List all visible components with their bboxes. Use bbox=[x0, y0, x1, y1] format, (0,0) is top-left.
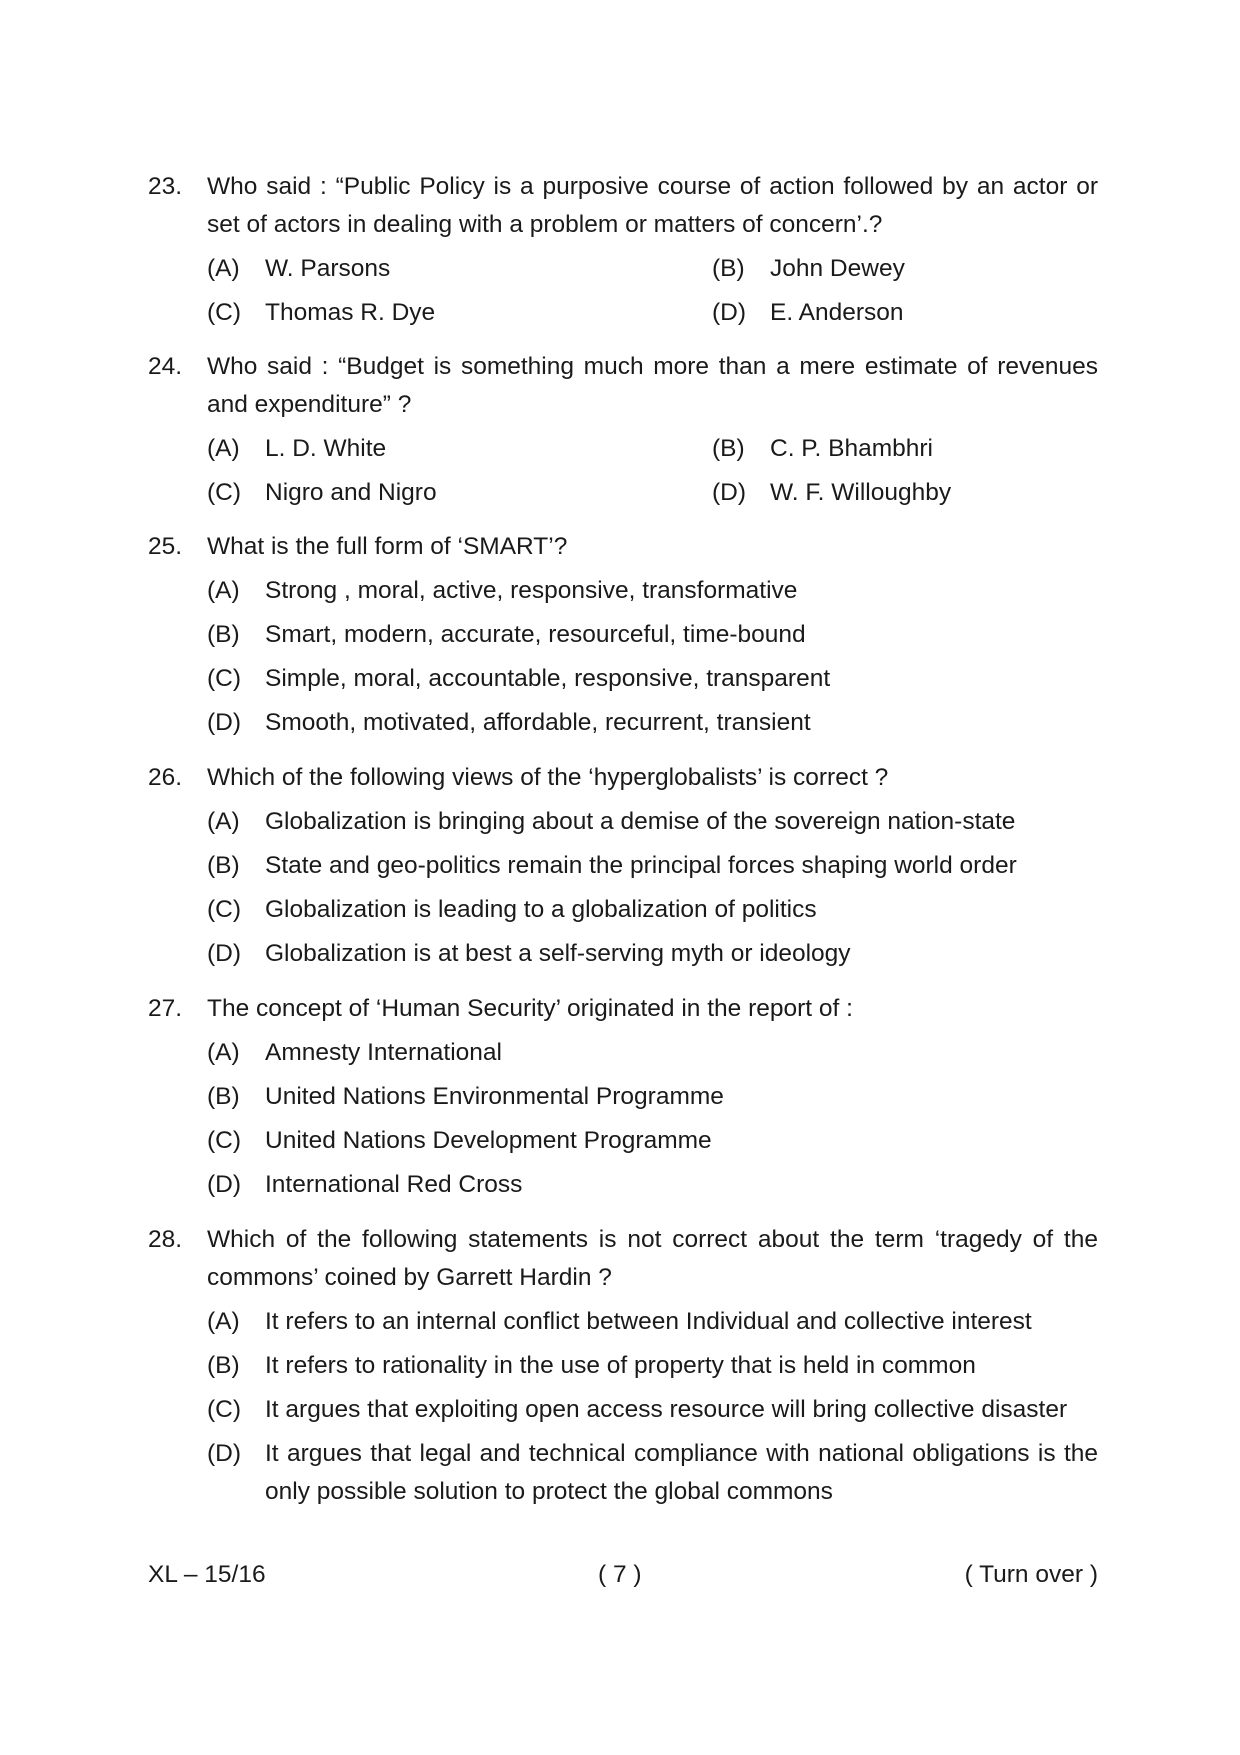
option-text: It argues that legal and technical compliance with national obligations is the only possible solution to protect the global commons bbox=[265, 1440, 1098, 1505]
option-letter: (B) bbox=[207, 621, 240, 648]
options bbox=[207, 1034, 1098, 1204]
option-c bbox=[207, 294, 712, 332]
option-letter: (C) bbox=[207, 1396, 242, 1423]
option-a bbox=[207, 803, 1098, 841]
option-text: International Red Cross bbox=[265, 1171, 523, 1198]
question-text: Which of the following views of the ‘hyperglobalists’ is correct ? bbox=[207, 764, 889, 791]
option-letter: (A) bbox=[207, 808, 240, 835]
option-b bbox=[207, 1078, 1098, 1116]
option-d bbox=[207, 704, 1098, 742]
option-a bbox=[207, 250, 712, 288]
option-letter: (C) bbox=[207, 896, 242, 923]
option-b bbox=[712, 250, 1092, 288]
option-text: It argues that exploiting open access resource will bring collective disaster bbox=[265, 1396, 1068, 1423]
question-number: 26. bbox=[148, 764, 183, 791]
option-a bbox=[207, 430, 712, 468]
option-c bbox=[207, 1391, 1098, 1429]
options bbox=[207, 250, 1098, 332]
option-text: Thomas R. Dye bbox=[265, 299, 436, 326]
option-letter: (C) bbox=[207, 665, 242, 692]
option-text: United Nations Environmental Programme bbox=[265, 1083, 724, 1110]
option-b bbox=[712, 430, 1092, 468]
option-a bbox=[207, 1303, 1098, 1341]
option-text: State and geo-politics remain the principal forces shaping world order bbox=[265, 852, 1017, 879]
option-letter: (D) bbox=[207, 1171, 242, 1198]
question-text: Who said : “Budget is something much more than a mere estimate of revenues and expenditure” ? bbox=[207, 353, 1098, 418]
option-text: C. P. Bhambhri bbox=[770, 435, 933, 462]
question-number: 24. bbox=[148, 353, 183, 380]
option-letter: (A) bbox=[207, 1308, 240, 1335]
option-text: Globalization is bringing about a demise of the sovereign nation-state bbox=[265, 808, 1016, 835]
options bbox=[207, 803, 1098, 973]
option-c bbox=[207, 891, 1098, 929]
option-letter: (C) bbox=[207, 479, 242, 506]
question-28 bbox=[148, 1221, 1098, 1517]
question-27 bbox=[148, 990, 1098, 1210]
option-letter: (B) bbox=[207, 1352, 240, 1379]
option-d bbox=[207, 1435, 1098, 1511]
option-text: L. D. White bbox=[265, 435, 387, 462]
option-letter: (A) bbox=[207, 435, 240, 462]
question-text: Which of the following statements is not correct about the term ‘tragedy of the commons’ coined by Garrett Hardin ? bbox=[207, 1226, 1098, 1291]
option-b bbox=[207, 1347, 1098, 1385]
question-number: 23. bbox=[148, 173, 183, 200]
option-letter: (B) bbox=[207, 852, 240, 879]
option-d bbox=[712, 474, 1092, 512]
question-text: The concept of ‘Human Security’ originated in the report of : bbox=[207, 995, 853, 1022]
option-text: Globalization is leading to a globalization of politics bbox=[265, 896, 817, 923]
option-letter: (B) bbox=[712, 255, 745, 282]
option-letter: (D) bbox=[207, 709, 242, 736]
option-a bbox=[207, 1034, 1098, 1072]
option-a bbox=[207, 572, 1098, 610]
question-24 bbox=[148, 348, 1098, 512]
turn-over-note: ( Turn over ) bbox=[964, 1561, 1098, 1588]
option-c bbox=[207, 474, 712, 512]
option-letter: (B) bbox=[207, 1083, 240, 1110]
option-letter: (B) bbox=[712, 435, 745, 462]
option-text: John Dewey bbox=[770, 255, 905, 282]
question-number: 25. bbox=[148, 533, 183, 560]
options bbox=[207, 430, 1098, 512]
option-text: It refers to rationality in the use of property that is held in common bbox=[265, 1352, 976, 1379]
option-text: Smart, modern, accurate, resourceful, time-bound bbox=[265, 621, 806, 648]
page-footer bbox=[148, 1556, 1098, 1596]
option-letter: (C) bbox=[207, 299, 242, 326]
option-text: Simple, moral, accountable, responsive, transparent bbox=[265, 665, 831, 692]
option-letter: (D) bbox=[207, 1440, 242, 1467]
option-c bbox=[207, 1122, 1098, 1160]
option-b bbox=[207, 616, 1098, 654]
option-text: Globalization is at best a self-serving myth or ideology bbox=[265, 940, 851, 967]
question-number: 27. bbox=[148, 995, 183, 1022]
option-text: Smooth, motivated, affordable, recurrent, transient bbox=[265, 709, 811, 736]
paper-code: XL – 15/16 bbox=[148, 1561, 266, 1588]
option-d bbox=[207, 935, 1098, 973]
question-23 bbox=[148, 168, 1098, 332]
option-letter: (D) bbox=[207, 940, 242, 967]
option-text: Strong , moral, active, responsive, transformative bbox=[265, 577, 798, 604]
option-letter: (C) bbox=[207, 1127, 242, 1154]
option-letter: (D) bbox=[712, 479, 747, 506]
options bbox=[207, 572, 1098, 742]
question-25 bbox=[148, 528, 1098, 748]
question-number: 28. bbox=[148, 1226, 183, 1253]
option-text: W. Parsons bbox=[265, 255, 391, 282]
question-text: What is the full form of ‘SMART’? bbox=[207, 533, 568, 560]
option-letter: (A) bbox=[207, 577, 240, 604]
options bbox=[207, 1303, 1098, 1511]
option-text: United Nations Development Programme bbox=[265, 1127, 712, 1154]
option-letter: (A) bbox=[207, 255, 240, 282]
question-26 bbox=[148, 759, 1098, 979]
option-text: W. F. Willoughby bbox=[770, 479, 952, 506]
option-letter: (D) bbox=[712, 299, 747, 326]
page-number: ( 7 ) bbox=[598, 1561, 642, 1588]
option-c bbox=[207, 660, 1098, 698]
option-text: E. Anderson bbox=[770, 299, 904, 326]
option-text: It refers to an internal conflict between Individual and collective interest bbox=[265, 1308, 1032, 1335]
option-text: Amnesty International bbox=[265, 1039, 502, 1066]
option-b bbox=[207, 847, 1098, 885]
question-text: Who said : “Public Policy is a purposive course of action followed by an actor or set of actors in dealing with a problem or matters of concern’.? bbox=[207, 173, 1098, 238]
option-letter: (A) bbox=[207, 1039, 240, 1066]
option-d bbox=[712, 294, 1092, 332]
option-d bbox=[207, 1166, 1098, 1204]
option-text: Nigro and Nigro bbox=[265, 479, 437, 506]
